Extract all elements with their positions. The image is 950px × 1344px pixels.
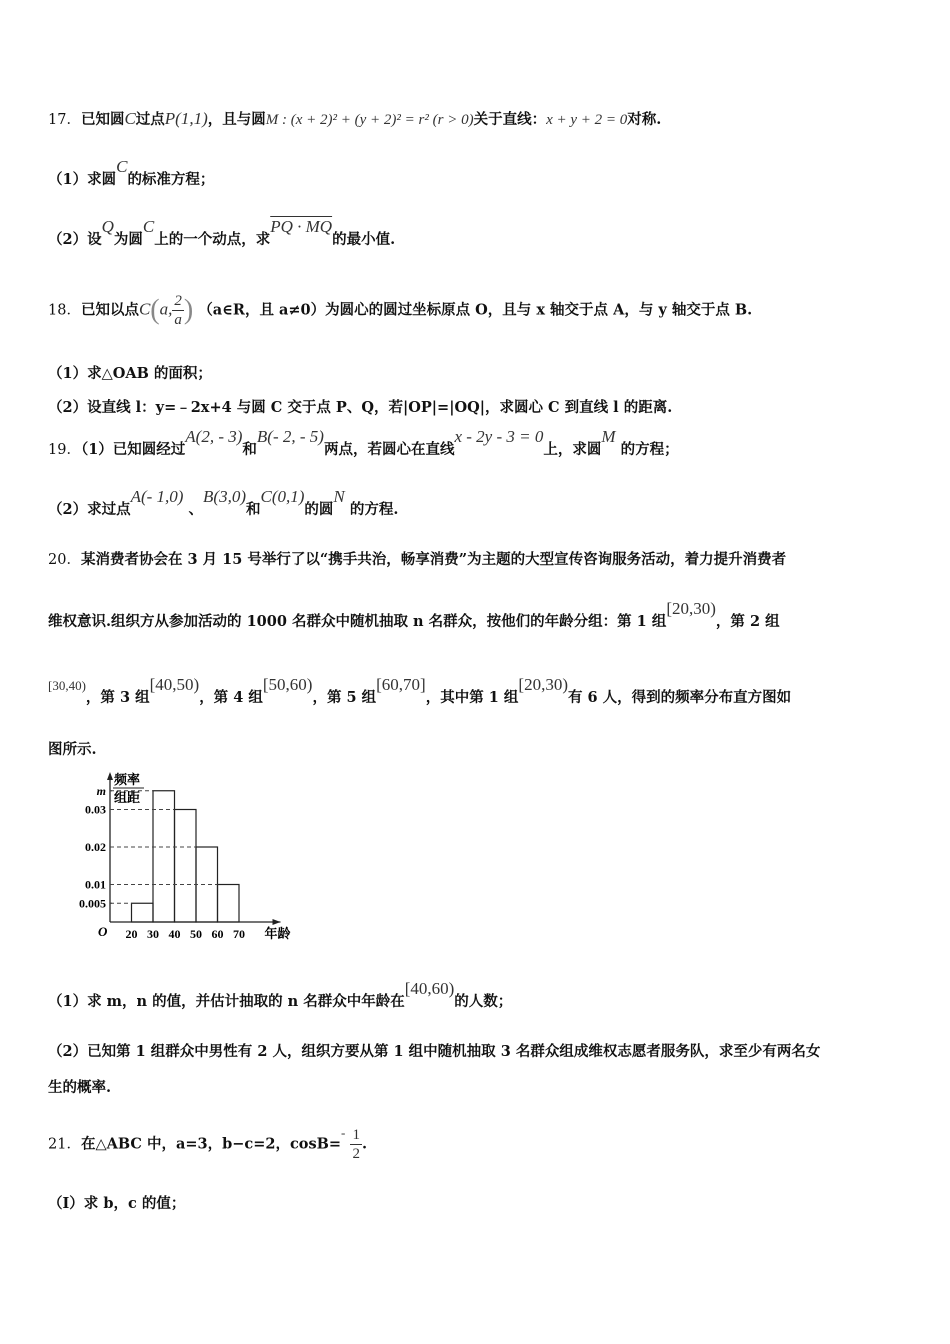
q20-part2: （2）已知第 1 组群众中男性有 2 人，组织方要从第 1 组中随机抽取 3 名群众组成维权志愿者服务队，求至少有两名女 [48,1043,821,1060]
fraction-one-half: $\frac{1}{2}$ [352,1127,360,1162]
q20-line3: [30,40)，第 3 组[40,50)，第 4 组[50,60)，第 5 组[60,70]，其中第 1 组[20,30)有 6 人，得到的频率分布直方图如 [48,675,792,706]
q17-part2: （2）设Q为圆C上的一个动点，求PQ · MQ的最小值. [48,217,396,248]
q20-line2: 维权意识.组织方从参加活动的 1000 名群众中随机抽取 n 名群众，按他们的年龄分组：第 1 组[20,30)，第 2 组 [48,599,780,630]
q20-part2-cont: 生的概率. [48,1079,112,1096]
x-tick-label: 20 [125,927,138,941]
q20-line4: 图所示. [48,741,97,758]
x-tick-label: 40 [168,927,181,941]
q19-part2: （2）求过点A(- 1,0) 、B(3,0)和C(0,1)的圆N 的方程. [48,487,399,518]
q20-line1: 20．某消费者协会在 3 月 15 号举行了以“携手共治，畅享消费”为主题的大型宣传咨询服务活动，着力提升消费者 [48,551,787,568]
histogram-bar [218,885,240,923]
q18-part1: （1）求△OAB 的面积； [48,365,212,382]
x-tick-label: 60 [211,927,224,941]
y-tick-label: 0.02 [85,840,106,854]
y-label-top: 频率 [114,772,141,787]
histogram-bar [196,847,218,922]
y-tick-label: 0.005 [79,896,106,911]
q18-number: 18． [48,302,81,319]
x-tick-label: 30 [147,927,159,941]
q21-line: 21．在△ABC 中，a=3，b−c=2，cosB=- $\frac{1}{2}$ . [48,1124,367,1162]
y-axis-arrow [107,772,113,780]
x-axis-arrow [273,919,281,925]
fraction-2-over-a: $\frac{2}{a}$ [174,293,182,328]
y-tick-label: m [96,783,106,798]
frequency-histogram [48,768,328,948]
x-axis-label: 年龄 [264,926,291,941]
q18-part2: （2）设直线 l：y=﹣2x+4 与圆 C 交于点 P、Q，若|OP|=|OQ|，求圆心 C 到直线 l 的距离. [48,399,673,416]
q21-part1: （Ⅰ）求 b，c 的值； [48,1195,186,1212]
q17-line: 17．已知圆C过点P(1,1)，且与圆M : (x + 2)² + (y + 2)² = r² (r > 0)关于直线：x + y + 2 = 0对称. [48,109,662,128]
x-tick-label: 70 [233,927,245,941]
vector-product: PQ · MQ [270,217,333,236]
q17-part1: （1）求圆C的标准方程； [48,157,215,188]
histogram-bar [153,791,175,922]
q19-number: 19． [48,442,81,458]
q20-number: 20． [48,552,81,568]
x-tick-label: 50 [190,927,202,941]
q18-line: 18．已知以点C(a, $\frac{2}{a}$ ) （a∈R，且 a≠0）为圆心的圆过坐标原点 O，且与 x 轴交于点 A，与 y 轴交于点 B. [48,293,753,328]
point-p: P(1,1) [164,109,208,128]
circle-m-equation: M : (x + 2)² + (y + 2)² = r² (r > 0) [265,112,474,128]
y-label-bottom: 组距 [114,790,141,805]
histogram-bar [175,810,197,923]
symmetry-line-equation: x + y + 2 = 0 [546,112,628,128]
y-tick-label: 0.03 [85,802,106,817]
histogram-bar [132,903,154,922]
origin-label: O [98,924,108,939]
q17-number: 17． [48,112,81,128]
q19-part1: 19．（1）已知圆经过A(2, - 3)和B(- 2, - 5)两点，若圆心在直线x - 2y - 3 = 0上，求圆M 的方程； [48,427,679,458]
q21-number: 21． [48,1136,81,1153]
q20-part1: （1）求 m，n 的值，并估计抽取的 n 名群众中年龄在[40,60)的人数； [48,979,513,1010]
y-tick-label: 0.01 [85,877,106,892]
